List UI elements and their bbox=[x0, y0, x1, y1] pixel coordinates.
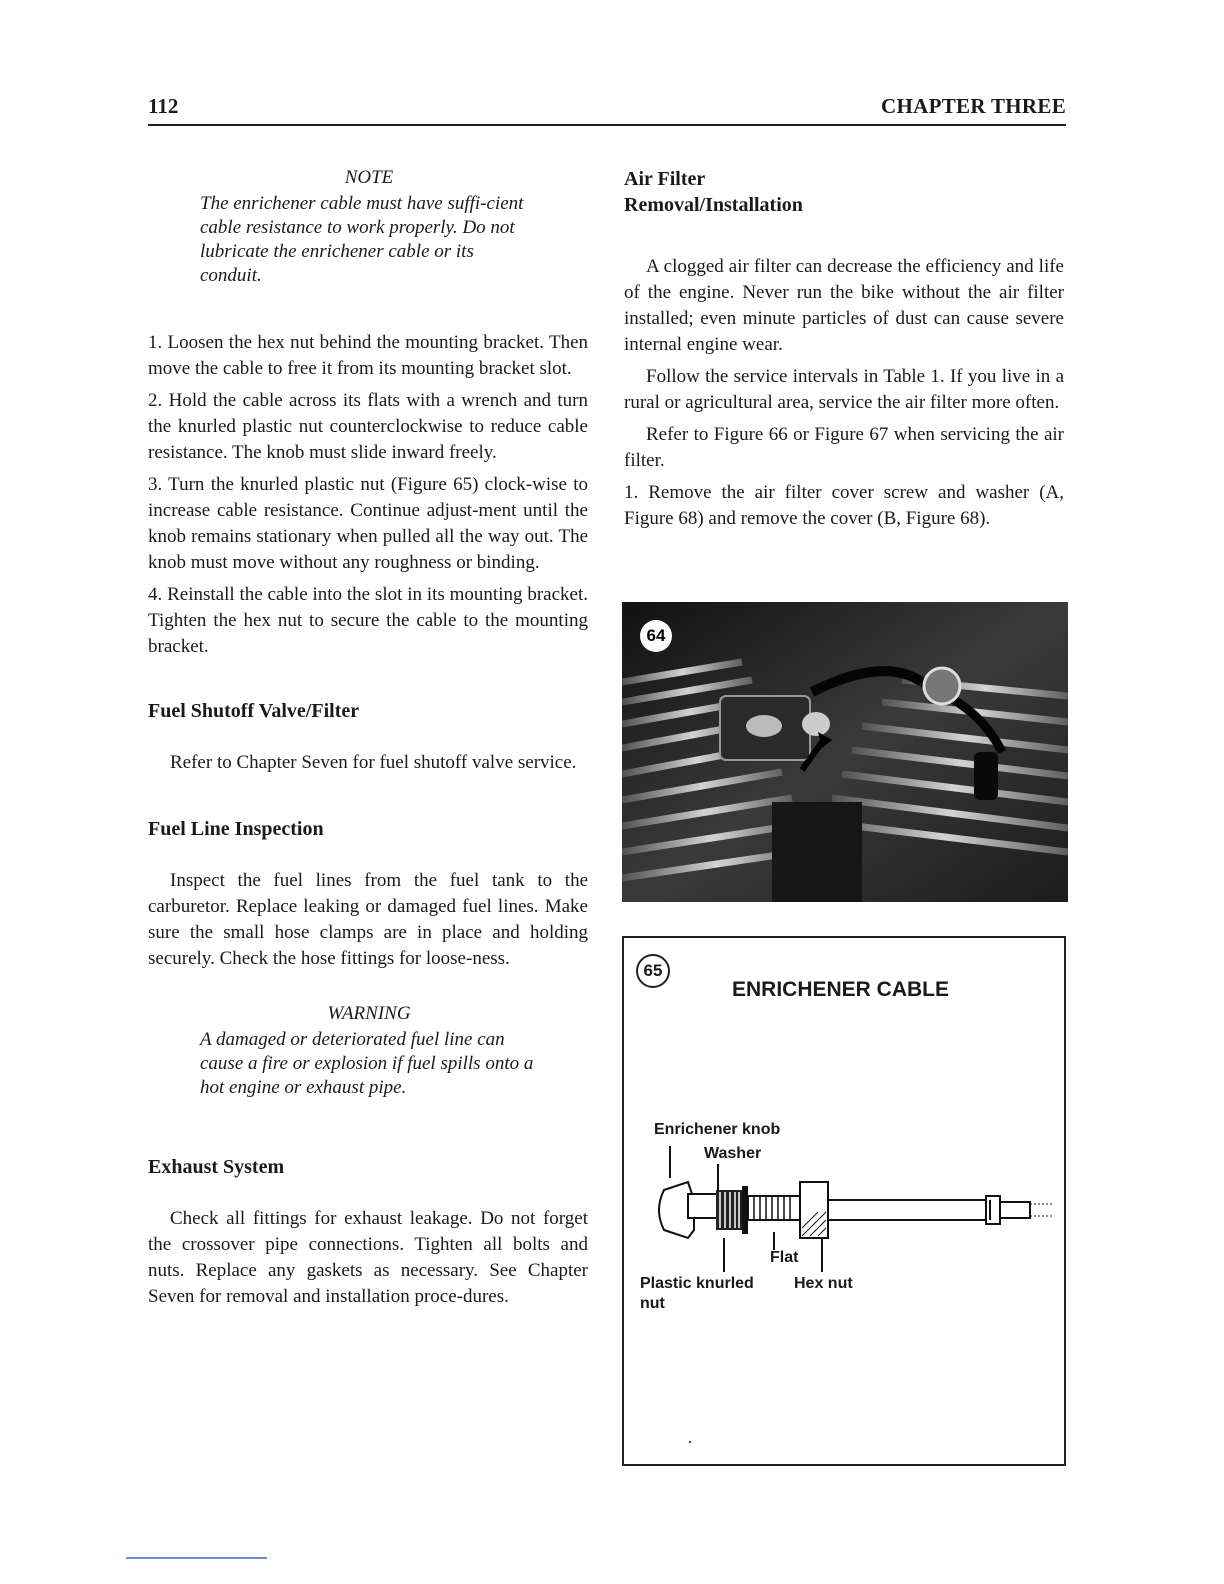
note-title: NOTE bbox=[344, 167, 394, 188]
figure-64-badge: 64 bbox=[640, 620, 672, 652]
warning-title: WARNING bbox=[327, 1003, 411, 1024]
warning-box bbox=[200, 1002, 538, 1100]
label-flat: Flat bbox=[770, 1249, 799, 1266]
air-filter-para-3: Refer to Figure 66 or Figure 67 when servicing the air filter. bbox=[624, 424, 1064, 471]
left-column bbox=[148, 166, 588, 1316]
page-number: 112 bbox=[148, 94, 179, 118]
air-filter-subheading: Removal/Installation bbox=[624, 194, 803, 216]
figure-65-badge: 65 bbox=[636, 954, 670, 988]
chapter-title: CHAPTER THREE bbox=[881, 94, 1066, 118]
enrichener-cable-drawing bbox=[624, 938, 1064, 1464]
section-heading-fuel-line: Fuel Line Inspection bbox=[148, 818, 324, 840]
fuel-shutoff-text: Refer to Chapter Seven for fuel shutoff valve service. bbox=[170, 752, 577, 773]
air-filter-step-1: 1. Remove the air filter cover screw and washer (A, Figure 68) and remove the cover (B, Figure 68). bbox=[624, 482, 1064, 529]
label-enrichener-knob: Enrichener knob bbox=[654, 1121, 781, 1138]
air-filter-heading: Air Filter bbox=[624, 168, 706, 190]
exhaust-text: Check all fittings for exhaust leakage. Do not forget the crossover pipe connections. Tighten all bolts and nuts. Replace any gaskets as necessary. See Chapter Seven for removal and installation proce-dures. bbox=[148, 1208, 588, 1307]
step-1: 1. Loosen the hex nut behind the mounting bracket. Then move the cable to free it from its mounting bracket slot. bbox=[148, 332, 588, 379]
warning-text: A damaged or deteriorated fuel line can cause a fire or explosion if fuel spills onto a hot engine or exhaust pipe. bbox=[200, 1029, 534, 1098]
section-heading-fuel-shutoff: Fuel Shutoff Valve/Filter bbox=[148, 700, 360, 722]
label-washer: Washer bbox=[704, 1145, 762, 1162]
note-text: The enrichener cable must have suffi-cient cable resistance to work properly. Do not lubricate the enrichener cable or its conduit. bbox=[200, 193, 524, 286]
note-box bbox=[200, 166, 538, 288]
step-3: 3. Turn the knurled plastic nut (Figure 65) clock-wise to increase cable resistance. Continue adjust-ment until the knob remains stationary when pulled all the way out. The knob must move without any roughness or binding. bbox=[148, 474, 588, 573]
air-filter-para-2: Follow the service intervals in Table 1. If you live in a rural or agricultural area, service the air filter more often. bbox=[624, 366, 1064, 413]
label-hex-nut: Hex nut bbox=[794, 1275, 853, 1292]
figure-65-title: ENRICHENER CABLE bbox=[732, 978, 950, 1001]
figure-64-photo bbox=[622, 602, 1068, 902]
fuel-line-text: Inspect the fuel lines from the fuel tank to the carburetor. Replace leaking or damaged fuel lines. Make sure the small hose clamps are in place and holding securely. Check the hose fittings for loose-ness. bbox=[148, 870, 588, 969]
engine-photo-illustration bbox=[622, 602, 1068, 902]
step-2: 2. Hold the cable across its flats with a wrench and turn the knurled plastic nut counterclockwise to reduce cable resistance. The knob must slide inward freely. bbox=[148, 390, 588, 463]
footer-rule bbox=[126, 1557, 267, 1559]
right-column bbox=[624, 166, 1064, 538]
label-plastic-knurled-nut: Plastic knurled nut bbox=[640, 1275, 754, 1312]
section-heading-exhaust: Exhaust System bbox=[148, 1156, 285, 1178]
page-header bbox=[148, 92, 1066, 126]
air-filter-para-1: A clogged air filter can decrease the efficiency and life of the engine. Never run the bike without the air filter installed; even minute particles of dust can cause severe internal engine wear. bbox=[624, 256, 1064, 355]
figure-65-diagram bbox=[622, 936, 1066, 1466]
step-4: 4. Reinstall the cable into the slot in its mounting bracket. Tighten the hex nut to secure the cable to the mounting bracket. bbox=[148, 584, 588, 657]
